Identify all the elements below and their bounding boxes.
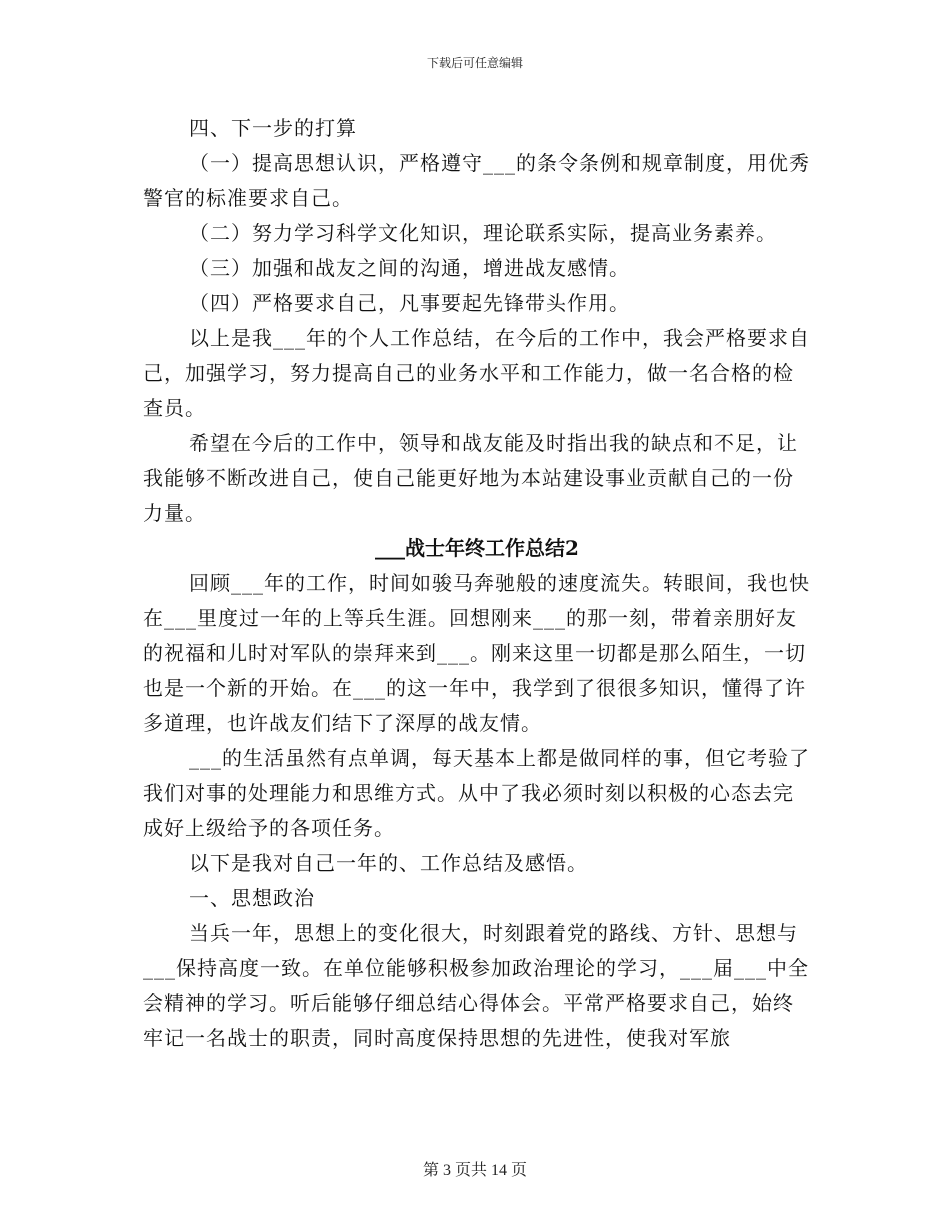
paragraph: ___的生活虽然有点单调，每天基本上都是做同样的事，但它考验了我们对事的处理能力和思维方式。从中了我必须时刻以积极的心态去完成好上级给予的各项任务。 — [143, 746, 810, 840]
paragraph: 当兵一年，思想上的变化很大，时刻跟着党的路线、方针、思想与___保持高度一致。在单位能够积极参加政治理论的学习，___届___中全会精神的学习。听后能够仔细总结心得体会。平常严格要求自己，始终牢记一名战士的职责，同时高度保持思想的先进性，使我对军旅 — [143, 921, 809, 1050]
paragraph: 希望在今后的工作中，领导和战友能及时指出我的缺点和不足，让我能够不断改进自己，使自己能更好地为本站建设事业贡献自己的一份力量。 — [143, 431, 798, 525]
document-body — [143, 111, 811, 1056]
section-title: ___战士年终工作总结2 — [375, 536, 579, 560]
paragraph: （三）加强和战友之间的沟通，增进战友感情。 — [189, 256, 630, 280]
paragraph: 四、下一步的打算 — [189, 116, 357, 140]
paragraph: 一、思想政治 — [189, 886, 315, 910]
paragraph: 以下是我对自己一年的、工作总结及感悟。 — [189, 851, 588, 875]
paragraph: 以上是我___年的个人工作总结，在今后的工作中，我会严格要求自己，加强学习，努力提高自己的业务水平和工作能力，做一名合格的检查员。 — [143, 326, 810, 420]
paragraph: （一）提高思想认识，严格遵守___的条令条例和规章制度，用优秀警官的标准要求自己。 — [143, 151, 810, 210]
paragraph: 回顾___年的工作，时间如骏马奔驰般的速度流失。转眼间，我也快在___里度过一年的上等兵生涯。回想刚来___的那一刻，带着亲朋好友的祝福和儿时对军队的崇拜来到___。刚来这里一切都是那么陌生，一切也是一个新的开始。在___的这一年中，我学到了很很多知识，懂得了许多道理，也许战友们结下了深厚的战友情。 — [143, 571, 810, 735]
paragraph: （二）努力学习科学文化知识，理论联系实际，提高业务素养。 — [189, 221, 777, 245]
page-footer: 第 3 页共 14 页 — [422, 1162, 527, 1179]
paragraph: （四）严格要求自己，凡事要起先锋带头作用。 — [189, 291, 630, 315]
page-header: 下载后可任意编辑 — [426, 56, 523, 70]
